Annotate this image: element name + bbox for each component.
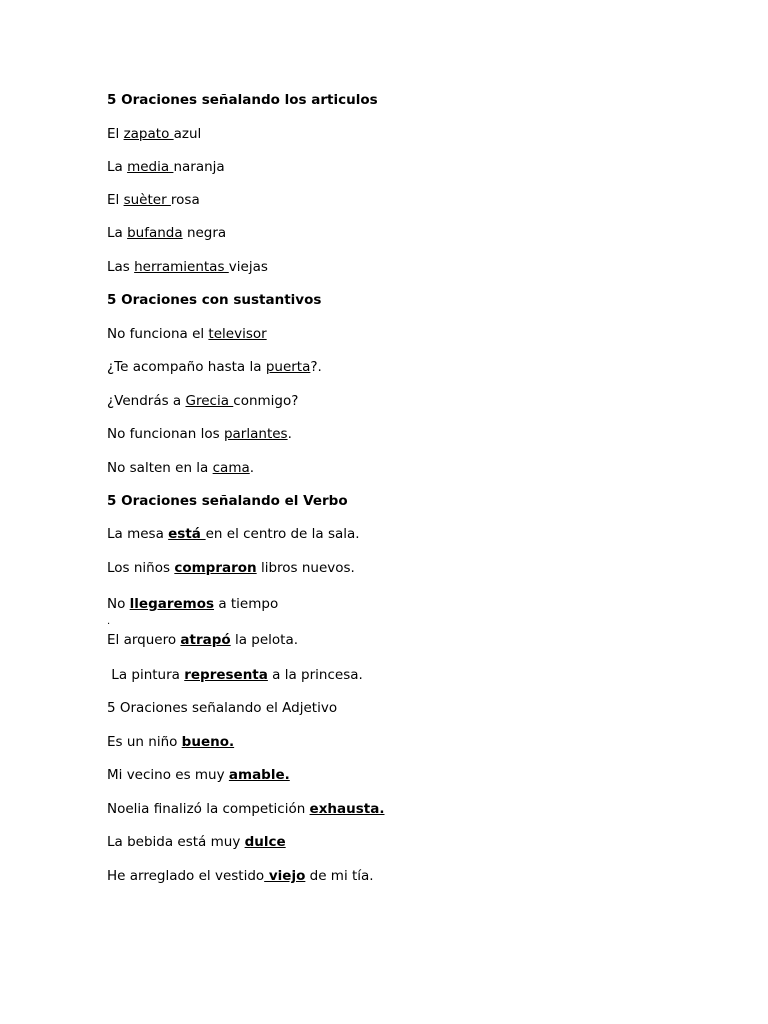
sentence-text: negra [182, 225, 227, 241]
section-heading: 5 Oraciones con sustantivos [107, 292, 322, 308]
sentence-text: naranja [173, 159, 225, 175]
highlighted-word: amable. [228, 767, 290, 783]
highlighted-word: llegaremos [129, 596, 215, 612]
sentence-text: ¿Vendrás a [107, 393, 186, 409]
sentence-line [107, 258, 268, 276]
sentence-line [107, 158, 225, 176]
highlighted-word: representa [184, 667, 268, 683]
sentence-text: Los niños [107, 560, 175, 576]
sentence-text: a tiempo [214, 596, 279, 612]
highlighted-word: parlantes [223, 426, 288, 442]
sentence-text: El arquero [107, 632, 181, 648]
sentence-line [107, 595, 278, 613]
highlighted-word: suèter [123, 192, 171, 208]
sentence-text: . [249, 460, 255, 476]
section-heading: 5 Oraciones señalando el Verbo [107, 493, 348, 509]
highlighted-word: exhausta. [309, 801, 385, 817]
sentence-text: Las [107, 259, 135, 275]
highlighted-word: zapato [123, 126, 174, 142]
sentence-text: rosa [170, 192, 200, 208]
sentence-line [107, 559, 355, 577]
sentence-line [107, 766, 290, 784]
sentence-line [107, 666, 363, 684]
sentence-text: El [107, 126, 124, 142]
section-heading: 5 Oraciones señalando los articulos [107, 92, 378, 108]
sentence-line [107, 191, 200, 209]
sentence-text: Mi vecino es muy [107, 767, 229, 783]
sentence-text: La [107, 159, 128, 175]
sentence-line [107, 358, 322, 376]
sentence-text: conmigo? [233, 393, 299, 409]
sentence-text: a la princesa. [267, 667, 363, 683]
sentence-line [107, 800, 384, 818]
sentence-text: Es un niño [107, 734, 182, 750]
sentence-text: viejas [228, 259, 268, 275]
highlighted-word: Grecia [185, 393, 234, 409]
highlighted-word: compraron [174, 560, 257, 576]
sentence-text: Noelia finalizó la competición [107, 801, 310, 817]
sentence-line [107, 459, 254, 477]
sentence-text: ¿Te acompaño hasta la [107, 359, 266, 375]
sentence-line [107, 425, 292, 443]
highlighted-word: media [127, 159, 174, 175]
sentence-line [107, 631, 298, 649]
section-heading: 5 Oraciones señalando el Adjetivo [107, 700, 338, 716]
highlighted-word: bufanda [127, 225, 183, 241]
highlighted-word: puerta [265, 359, 311, 375]
sentence-text: la pelota. [230, 632, 299, 648]
highlighted-word: atrapó [180, 632, 231, 648]
sentence-text: He arreglado el vestido [107, 868, 265, 884]
sentence-line [107, 733, 234, 751]
highlighted-word: herramientas [134, 259, 229, 275]
sentence-text: . [287, 426, 292, 442]
sentence-line [107, 224, 226, 242]
sentence-text: libros nuevos. [256, 560, 355, 576]
sentence-line [107, 525, 360, 543]
sentence-text: No funcionan los [107, 426, 224, 442]
sentence-text: No salten en la [107, 460, 213, 476]
highlighted-word: está [168, 526, 206, 542]
stray-period-mark: . [107, 616, 111, 627]
sentence-text: La mesa [107, 526, 169, 542]
sentence-text: ?. [310, 359, 322, 375]
sentence-line [107, 392, 298, 410]
sentence-text: de mi tía. [305, 868, 374, 884]
sentence-text: No [107, 596, 130, 612]
sentence-text: La [107, 225, 128, 241]
sentence-line [107, 325, 267, 343]
highlighted-word: viejo [264, 868, 306, 884]
sentence-text: La pintura [107, 667, 185, 683]
highlighted-word: cama [212, 460, 250, 476]
sentence-text: No funciona el [107, 326, 209, 342]
highlighted-word: dulce [244, 834, 286, 850]
sentence-line [107, 833, 286, 851]
sentence-line [107, 867, 374, 885]
sentence-text: azul [173, 126, 202, 142]
highlighted-word: bueno. [181, 734, 235, 750]
highlighted-word: televisor [208, 326, 267, 342]
sentence-line [107, 125, 201, 143]
sentence-text: La bebida está muy [107, 834, 245, 850]
sentence-text: en el centro de la sala. [205, 526, 360, 542]
sentence-text: El [107, 192, 124, 208]
